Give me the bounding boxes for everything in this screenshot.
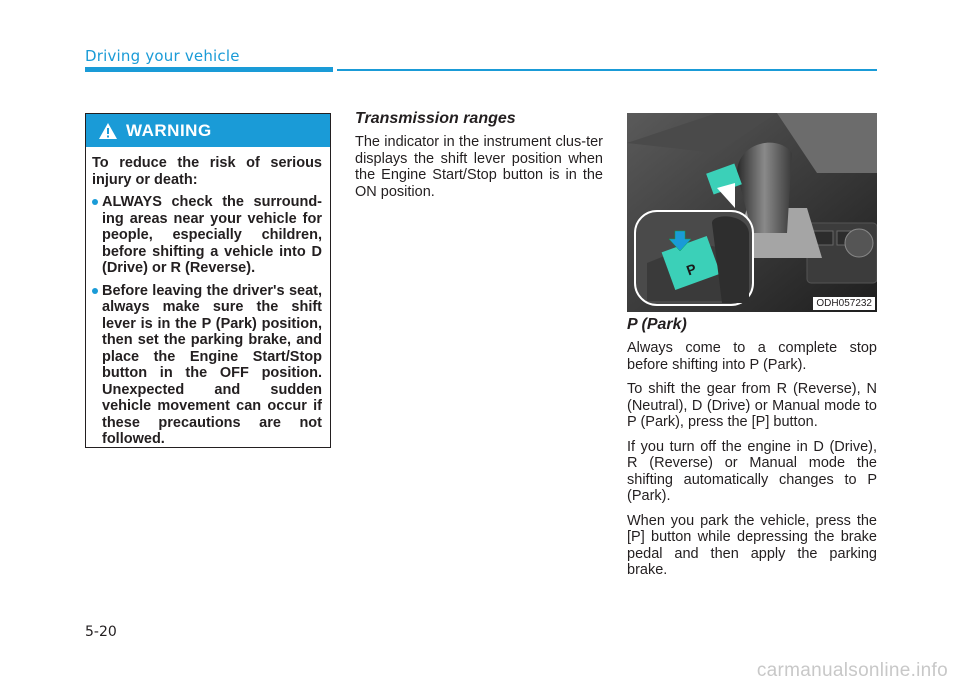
p-button-label: P xyxy=(684,260,699,279)
shift-lever-figure xyxy=(627,113,877,312)
transmission-heading: Transmission ranges xyxy=(355,110,516,127)
warning-icon xyxy=(98,122,118,140)
page-number: 5-20 xyxy=(85,624,117,640)
figure-caption: ODH057232 xyxy=(813,297,875,310)
park-paragraph: When you park the vehicle, press the [P] button while depressing the brake pedal and then apply the parking brake. xyxy=(627,512,877,578)
park-heading: P (Park) xyxy=(627,316,687,333)
warning-body xyxy=(86,147,330,448)
warning-box xyxy=(85,113,331,448)
bullet-icon xyxy=(92,288,98,294)
watermark: carmanualsonline.info xyxy=(756,660,948,681)
bullet-icon xyxy=(92,199,98,205)
warning-intro: To reduce the risk of serious injury or death: xyxy=(92,155,322,188)
park-paragraph: If you turn off the engine in D (Drive), R (Reverse) or Manual mode the shifting automatically changes to P (Park). xyxy=(627,438,877,504)
park-section xyxy=(627,316,877,587)
section-title: Driving your vehicle xyxy=(85,47,240,65)
warning-title: WARNING xyxy=(126,120,212,140)
warning-item: Before leaving the driver's seat, always make sure the shift lever is in the P (Park) position, then set the parking brake, and place the Engine Start/Stop button in the OFF position. Unexpected and sudden vehicle movement can occur if these precautions are not followed. xyxy=(92,283,322,448)
shift-lever-illustration xyxy=(627,113,877,312)
warning-header xyxy=(86,114,330,147)
header-rule-thin xyxy=(337,69,877,71)
transmission-text: The indicator in the instrument clus-ter displays the shift lever position when the Engine Start/Stop button is in the ON position. xyxy=(355,134,603,200)
header-rule-thick xyxy=(85,67,333,72)
warning-item: ALWAYS check the surround-ing areas near your vehicle for people, especially children, before shifting a vehicle into D (Drive) or R (Reverse). xyxy=(92,194,322,277)
transmission-section xyxy=(355,110,603,208)
park-paragraph: To shift the gear from R (Reverse), N (Neutral), D (Drive) or Manual mode to P (Park), press the [P] button. xyxy=(627,381,877,430)
park-paragraph: Always come to a complete stop before shifting into P (Park). xyxy=(627,340,877,373)
